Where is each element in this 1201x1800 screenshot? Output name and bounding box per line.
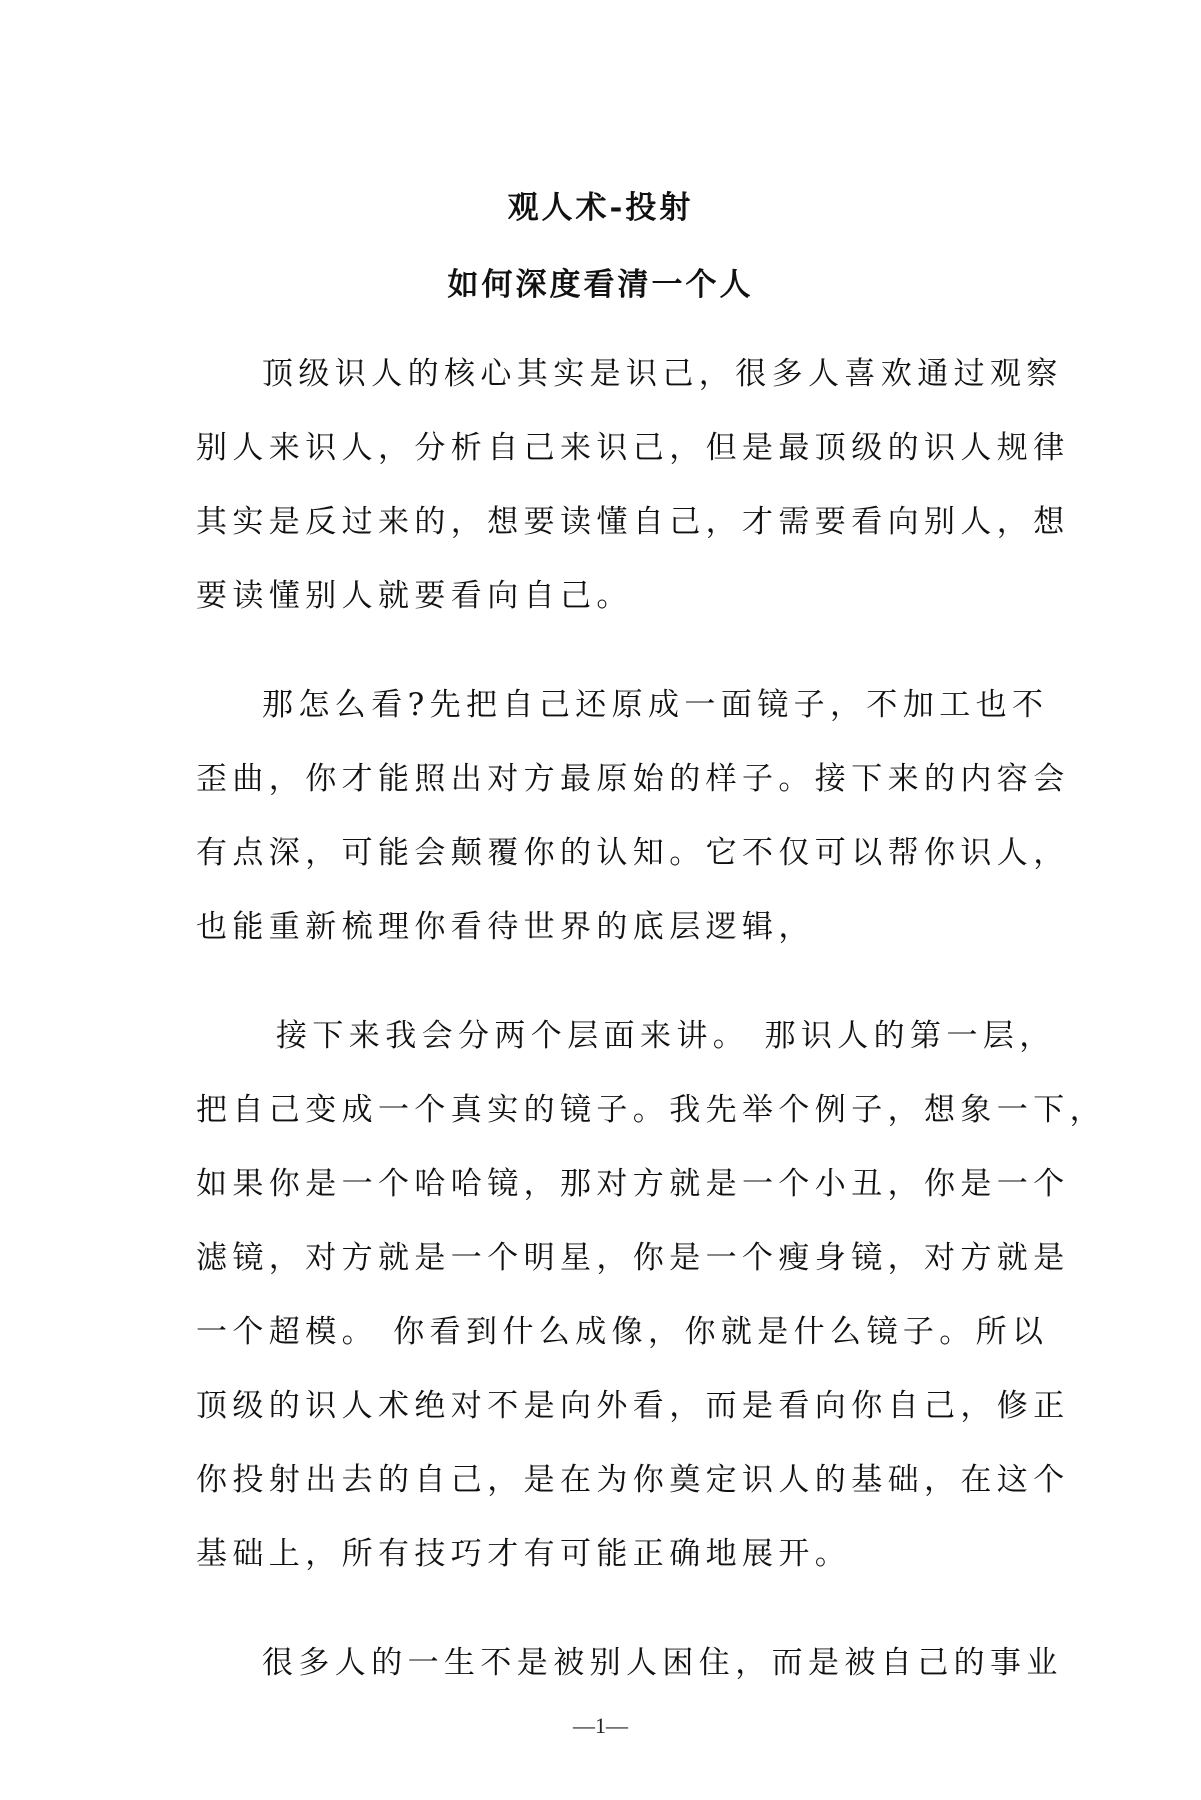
paragraph (196, 337, 1070, 633)
text-line: 你投射出去的自己，是在为你奠定识人的基础，在这个 (196, 1462, 1070, 1498)
text-line: 有点深，可能会颠覆你的认知。它不仅可以帮你识人， (196, 835, 1070, 871)
paragraph (196, 1626, 1063, 1700)
paragraph (196, 999, 1106, 1591)
text-line: 很多人的一生不是被别人困住，而是被自己的事业 (262, 1645, 1063, 1681)
page-number: —1— (573, 1713, 628, 1738)
paragraph-gap (196, 1591, 988, 1626)
paragraph (196, 668, 1070, 964)
text-line: 一个超模。 你看到什么成像，你就是什么镜子。所以 (196, 1314, 1049, 1350)
text-line: 歪曲，你才能照出对方最原始的样子。接下来的内容会 (196, 761, 1070, 797)
document-subtitle: 如何深度看清一个人 (447, 267, 754, 303)
text-line: 也能重新梳理你看待世界的底层逻辑， (196, 909, 815, 945)
text-line: 滤镜，对方就是一个明星，你是一个瘦身镜，对方就是 (196, 1240, 1070, 1276)
text-line: 其实是反过来的，想要读懂自己，才需要看向别人，想 (196, 504, 1070, 540)
document-title: 观人术-投射 (507, 190, 694, 226)
text-line: 顶级的识人术绝对不是向外看，而是看向你自己，修正 (196, 1388, 1070, 1424)
text-line: 把自己变成一个真实的镜子。我先举个例子，想象一下， (196, 1092, 1106, 1128)
paragraph-gap (196, 633, 988, 668)
text-line: 接下来我会分两个层面来讲。 那识人的第一层， (276, 1018, 1056, 1054)
text-line: 别人来识人，分析自己来识己，但是最顶级的识人规律 (196, 430, 1070, 466)
text-line: 如果你是一个哈哈镜，那对方就是一个小丑，你是一个 (196, 1166, 1070, 1202)
document-body (196, 337, 1106, 1700)
text-line: 要读懂别人就要看向自己。 (196, 578, 633, 614)
text-line: 顶级识人的核心其实是识己，很多人喜欢通过观察 (262, 356, 1063, 392)
text-line: 基础上，所有技巧才有可能正确地展开。 (196, 1536, 852, 1572)
paragraph-gap (196, 964, 988, 999)
text-line: 那怎么看?先把自己还原成一面镜子，不加工也不 (262, 687, 1049, 723)
